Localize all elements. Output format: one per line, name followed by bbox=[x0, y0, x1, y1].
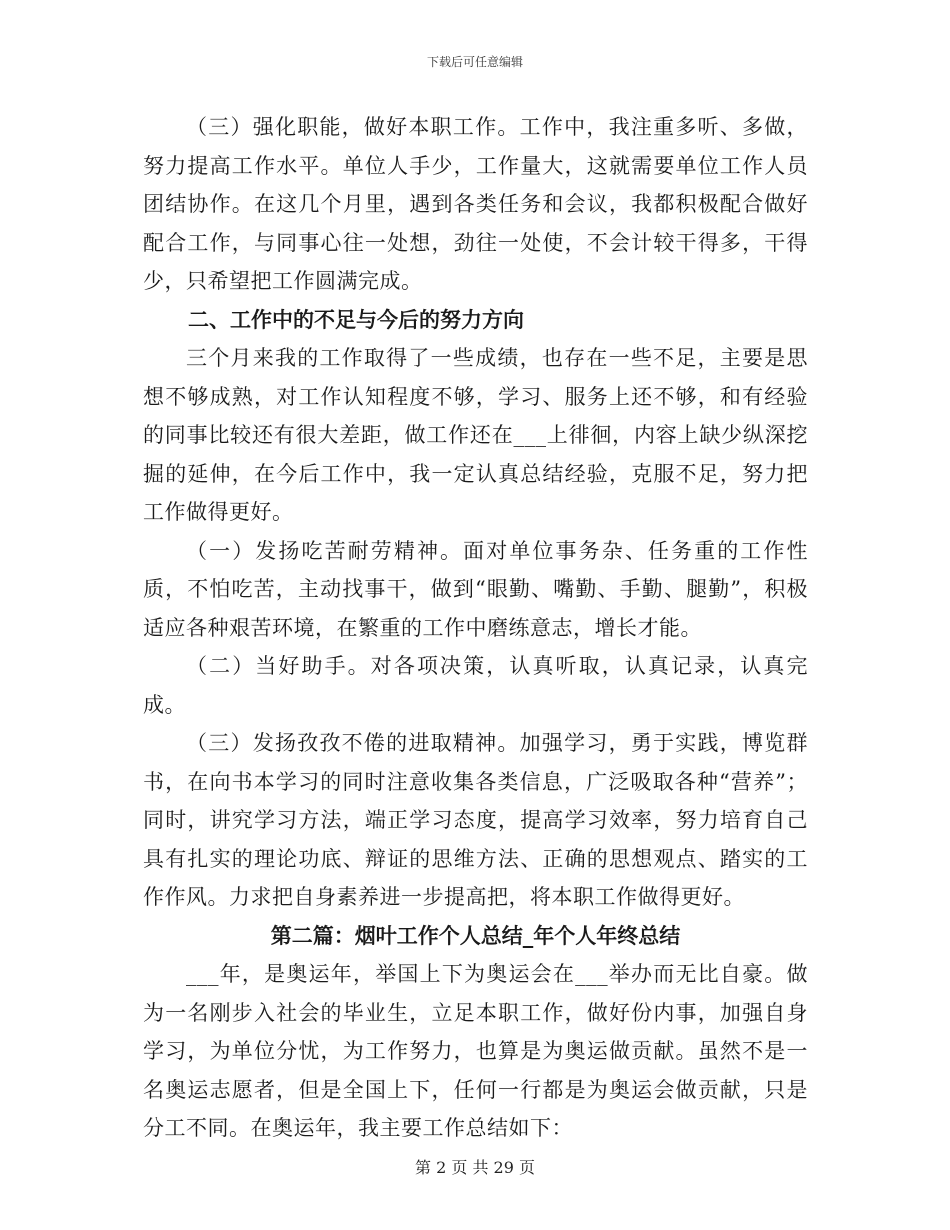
page-number-footer: 第 2 页 共 29 页 bbox=[415, 1158, 535, 1177]
paragraph-hardworking-spirit: （一）发扬吃苦耐劳精神。面对单位事务杂、任务重的工作性质，不怕吃苦，主动找事干，做到“眼勤、嘴勤、手勤、腿勤”，积极适应各种艰苦环境，在繁重的工作中磨练意志，增长才能。 bbox=[143, 538, 808, 640]
section-heading-shortcomings: 二、工作中的不足与今后的努力方向 bbox=[188, 306, 524, 332]
paragraph-olympic-year: ___年，是奥运年，举国上下为奥运会在___举办而无比自豪。做为一名刚步入社会的毕业生，立足本职工作，做好份内事，加强自身学习，为单位分忧，为工作努力，也算是为奥运做贡献。虽然不是一名奥运志愿者，但是全国上下，任何一行都是为奥运会做贡献，只是分工不同。在奥运年，我主要工作总结如下： bbox=[143, 962, 808, 1140]
paragraph-enterprising-spirit: （三）发扬孜孜不倦的进取精神。加强学习，勇于实践，博览群书，在向书本学习的同时注意收集各类信息，广泛吸取各种“营养”；同时，讲究学习方法，端正学习态度，提高学习效率，努力培育自己具有扎实的理论功底、辩证的思维方法、正确的思想观点、踏实的工作作风。力求把自身素养进一步提高把，将本职工作做得更好。 bbox=[143, 731, 808, 909]
paragraph-shortcomings: 三个月来我的工作取得了一些成绩，也存在一些不足，主要是思想不够成熟，对工作认知程度不够，学习、服务上还不够，和有经验的同事比较还有很大差距，做工作还在___上徘徊，内容上缺少纵深挖掘的延伸，在今后工作中，我一定认真总结经验，克服不足，努力把工作做得更好。 bbox=[143, 346, 808, 524]
paragraph-strengthen-duties: （三）强化职能，做好本职工作。工作中，我注重多听、多做，努力提高工作水平。单位人手少，工作量大，这就需要单位工作人员团结协作。在这几个月里，遇到各类任务和会议，我都积极配合做好配合工作，与同事心往一处想，劲往一处使，不会计较干得多，干得少，只希望把工作圆满完成。 bbox=[143, 115, 808, 293]
header-note: 下载后可任意编辑 bbox=[426, 55, 523, 69]
section-title-second-article: 第二篇：烟叶工作个人总结_年个人年终总结 bbox=[270, 922, 681, 948]
paragraph-good-assistant: （二）当好助手。对各项决策，认真听取，认真记录，认真完成。 bbox=[143, 654, 808, 717]
document-body bbox=[143, 108, 808, 1148]
